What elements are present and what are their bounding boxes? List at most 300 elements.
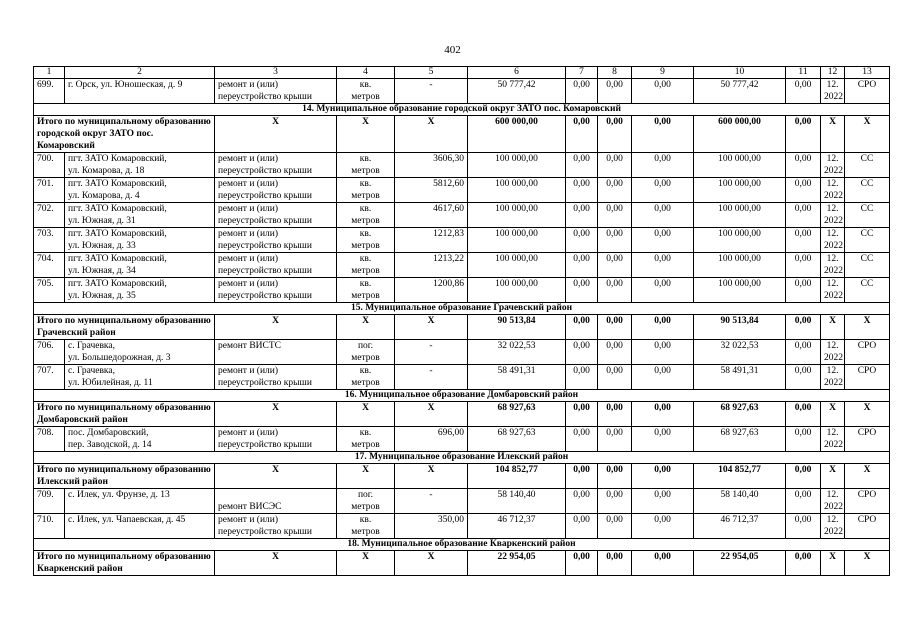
fund-method-cell: СРО [845,427,890,452]
column-number: 9 [632,67,694,79]
work-type-cell-line: ремонт и (или) [218,254,279,264]
address-cell [65,203,215,228]
quantity-cell: 1213,22 [395,253,468,278]
total-cost-cell: 100 000,00 [468,253,566,278]
deadline-cell-line: 12. [826,490,839,500]
col11-cell: 0,00 [786,365,821,390]
subtotal-col9: 0,00 [632,551,694,576]
subtotal-col7: 0,00 [566,402,598,427]
row-number: 704. [34,253,65,278]
subtotal-total-cost: 104 852,77 [468,464,566,489]
deadline-cell [821,340,845,365]
unit-cell-line: кв. [359,515,372,525]
col8-cell: 0,00 [598,153,632,178]
col10-cell: 100 000,00 [694,278,786,303]
col10-cell: 68 927,63 [694,427,786,452]
address-cell-line: пгт. ЗАТО Комаровский, [68,229,167,239]
col7-cell: 0,00 [566,340,598,365]
work-type-cell [215,253,337,278]
subtotal-col7: 0,00 [566,464,598,489]
deadline-cell [821,427,845,452]
col10-cell: 58 140,40 [694,489,786,514]
subtotal-col3: Х [215,402,337,427]
address-cell-line [68,526,211,538]
quantity-cell: 350,00 [395,514,468,539]
row-number: 708. [34,427,65,452]
subtotal-col11: 0,00 [786,116,821,153]
work-type-cell-line: ремонт и (или) [218,179,279,189]
column-number: 10 [694,67,786,79]
work-type-cell-line: переустройство крыши [218,241,312,251]
unit-cell-line: кв. [359,229,372,239]
work-type-cell-line: ремонт и (или) [218,204,279,214]
col7-cell: 0,00 [566,489,598,514]
subtotal-col3: Х [215,551,337,576]
row-number: 700. [34,153,65,178]
subtotal-col4: Х [337,315,395,340]
subtotal-col12: Х [821,315,845,340]
subtotal-label: Итого по муниципальному образованию Домбаровский район [34,402,215,427]
unit-cell [337,365,395,390]
column-number: 11 [786,67,821,79]
table-body [34,67,890,576]
col9-cell: 0,00 [632,79,694,104]
work-type-cell-line: переустройство крыши [218,216,312,226]
deadline-cell [821,253,845,278]
subtotal-col7: 0,00 [566,551,598,576]
unit-cell [337,278,395,303]
subtotal-row [34,402,890,427]
column-number: 8 [598,67,632,79]
col8-cell: 0,00 [598,253,632,278]
address-cell-line [68,501,211,513]
subtotal-col13: Х [845,464,890,489]
deadline-cell-line: 2022 [824,291,843,301]
address-cell [65,253,215,278]
subtotal-total-cost: 90 513,84 [468,315,566,340]
work-type-cell-line [218,352,333,364]
unit-cell-line: кв. [359,204,372,214]
address-cell-line: ул. Южная, д. 34 [68,266,136,276]
address-cell [65,79,215,104]
col10-cell: 50 777,42 [694,79,786,104]
unit-cell-line: метров [351,378,380,388]
deadline-cell [821,203,845,228]
subtotal-col13: Х [845,551,890,576]
deadline-cell [821,228,845,253]
col9-cell: 0,00 [632,514,694,539]
address-cell [65,365,215,390]
row-number: 701. [34,178,65,203]
subtotal-row [34,464,890,489]
unit-cell [337,340,395,365]
unit-cell-line: кв. [359,80,372,90]
unit-cell-line: кв. [359,154,372,164]
total-cost-cell: 100 000,00 [468,153,566,178]
total-cost-cell: 46 712,37 [468,514,566,539]
fund-method-cell: СС [845,178,890,203]
unit-cell-line: метров [351,216,380,226]
address-cell-line: с. Грачевка, [68,341,115,351]
col11-cell: 0,00 [786,253,821,278]
column-number: 4 [337,67,395,79]
work-type-cell-line: ремонт и (или) [218,80,279,90]
deadline-cell [821,153,845,178]
address-cell-line: ул. Комарова, д. 4 [68,191,140,201]
address-cell-line: пгт. ЗАТО Комаровский, [68,254,167,264]
deadline-cell-line: 2022 [824,266,843,276]
fund-method-cell: СС [845,278,890,303]
column-number: 12 [821,67,845,79]
subtotal-col8: 0,00 [598,402,632,427]
subtotal-col4: Х [337,464,395,489]
deadline-cell [821,79,845,104]
unit-cell-line: кв. [359,254,372,264]
address-cell-line: ул. Южная, д. 33 [68,241,136,251]
address-cell-line: ул. Юбилейная, д. 11 [68,378,153,388]
col8-cell: 0,00 [598,514,632,539]
address-cell-line: с. Грачевка, [68,366,115,376]
page-number: 402 [444,44,461,56]
quantity-cell: 3606,30 [395,153,468,178]
work-type-cell-line [218,489,333,501]
col9-cell: 0,00 [632,203,694,228]
subtotal-row [34,116,890,153]
column-number: 6 [468,67,566,79]
fund-method-cell: СС [845,203,890,228]
address-cell [65,153,215,178]
deadline-cell [821,365,845,390]
unit-cell-line: кв. [359,428,372,438]
col7-cell: 0,00 [566,278,598,303]
deadline-cell [821,278,845,303]
col8-cell: 0,00 [598,489,632,514]
col9-cell: 0,00 [632,365,694,390]
quantity-cell: 1200,86 [395,278,468,303]
subtotal-col4: Х [337,116,395,153]
unit-cell-line: кв. [359,366,372,376]
subtotal-col7: 0,00 [566,116,598,153]
subtotal-col10: 68 927,63 [694,402,786,427]
column-number: 2 [65,67,215,79]
col9-cell: 0,00 [632,153,694,178]
total-cost-cell: 100 000,00 [468,178,566,203]
subtotal-col13: Х [845,402,890,427]
address-cell [65,514,215,539]
subtotal-col5: Х [395,464,468,489]
deadline-cell-line: 2022 [824,92,843,102]
address-cell [65,278,215,303]
subtotal-label: Итого по муниципальному образованию городской округ ЗАТО пос. Комаровский [34,116,215,153]
col8-cell: 0,00 [598,228,632,253]
deadline-cell-line: 2022 [824,353,843,363]
col9-cell: 0,00 [632,178,694,203]
section-title: 15. Муниципальное образование Грачевский район [34,303,890,315]
deadline-cell-line: 12. [826,515,839,525]
deadline-cell-line: 2022 [824,378,843,388]
unit-cell [337,153,395,178]
subtotal-col13: Х [845,315,890,340]
work-type-cell-line: переустройство крыши [218,291,312,301]
unit-cell-line: метров [351,291,380,301]
subtotal-col11: 0,00 [786,464,821,489]
work-type-cell [215,79,337,104]
total-cost-cell: 50 777,42 [468,79,566,104]
col7-cell: 0,00 [566,514,598,539]
address-cell-line: пер. Заводской, д. 14 [68,440,152,450]
table-row [34,203,890,228]
row-number: 706. [34,340,65,365]
column-number: 13 [845,67,890,79]
work-type-cell [215,340,337,365]
unit-cell [337,203,395,228]
quantity-cell: 696,00 [395,427,468,452]
col11-cell: 0,00 [786,178,821,203]
table-row [34,278,890,303]
subtotal-col11: 0,00 [786,402,821,427]
subtotal-total-cost: 600 000,00 [468,116,566,153]
deadline-cell-line: 12. [826,179,839,189]
address-cell [65,340,215,365]
table-row [34,178,890,203]
subtotal-col4: Х [337,402,395,427]
address-cell-line [68,91,211,103]
row-number: 702. [34,203,65,228]
work-type-cell [215,489,337,514]
subtotal-col7: 0,00 [566,315,598,340]
section-title: 16. Муниципальное образование Домбаровский район [34,390,890,402]
subtotal-col9: 0,00 [632,116,694,153]
col9-cell: 0,00 [632,228,694,253]
col8-cell: 0,00 [598,79,632,104]
work-type-cell-line: ремонт и (или) [218,515,279,525]
deadline-cell-line: 12. [826,279,839,289]
total-cost-cell: 32 022,53 [468,340,566,365]
subtotal-total-cost: 22 954,05 [468,551,566,576]
unit-cell-line: метров [351,440,380,450]
row-number: 709. [34,489,65,514]
address-cell-line: ул. Южная, д. 35 [68,291,136,301]
address-cell-line: пгт. ЗАТО Комаровский, [68,179,167,189]
deadline-cell-line: 12. [826,341,839,351]
column-number: 7 [566,67,598,79]
section-heading-row [34,390,890,402]
unit-cell [337,514,395,539]
table-row [34,228,890,253]
unit-cell-line: метров [351,502,380,512]
total-cost-cell: 68 927,63 [468,427,566,452]
col8-cell: 0,00 [598,340,632,365]
subtotal-col11: 0,00 [786,315,821,340]
subtotal-label: Итого по муниципальному образованию Грачевский район [34,315,215,340]
subtotal-col9: 0,00 [632,315,694,340]
fund-method-cell: СС [845,228,890,253]
work-type-cell-line: переустройство крыши [218,527,312,537]
quantity-cell: - [395,340,468,365]
col7-cell: 0,00 [566,178,598,203]
work-type-cell [215,178,337,203]
deadline-cell [821,514,845,539]
quantity-cell: 5812,60 [395,178,468,203]
deadline-cell-line: 2022 [824,216,843,226]
col11-cell: 0,00 [786,514,821,539]
col9-cell: 0,00 [632,489,694,514]
subtotal-col5: Х [395,551,468,576]
subtotal-col3: Х [215,315,337,340]
address-cell-line: с. Илек, ул. Чапаевская, д. 45 [68,515,186,525]
unit-cell-line: метров [351,527,380,537]
col11-cell: 0,00 [786,340,821,365]
quantity-cell: - [395,365,468,390]
section-heading-row [34,452,890,464]
work-type-cell [215,514,337,539]
work-type-cell [215,278,337,303]
deadline-cell-line: 2022 [824,166,843,176]
deadline-cell [821,489,845,514]
unit-cell-line: метров [351,241,380,251]
col9-cell: 0,00 [632,427,694,452]
fund-method-cell: СС [845,153,890,178]
col10-cell: 58 491,31 [694,365,786,390]
address-cell [65,489,215,514]
quantity-cell: - [395,489,468,514]
deadline-cell-line: 12. [826,366,839,376]
work-type-cell [215,228,337,253]
work-type-cell [215,153,337,178]
deadline-cell-line: 12. [826,80,839,90]
deadline-cell-line: 2022 [824,502,843,512]
section-title: 17. Муниципальное образование Илекский район [34,452,890,464]
unit-cell [337,427,395,452]
deadline-cell-line: 12. [826,154,839,164]
table-row [34,340,890,365]
work-type-cell-line: переустройство крыши [218,92,312,102]
work-type-cell-line: переустройство крыши [218,266,312,276]
col10-cell: 100 000,00 [694,153,786,178]
subtotal-col8: 0,00 [598,116,632,153]
col9-cell: 0,00 [632,340,694,365]
work-type-cell [215,203,337,228]
unit-cell-line: метров [351,353,380,363]
col10-cell: 100 000,00 [694,253,786,278]
subtotal-col11: 0,00 [786,551,821,576]
fund-method-cell: СРО [845,365,890,390]
deadline-cell-line: 2022 [824,440,843,450]
total-cost-cell: 100 000,00 [468,278,566,303]
fund-method-cell: СС [845,253,890,278]
subtotal-col5: Х [395,315,468,340]
col11-cell: 0,00 [786,228,821,253]
col11-cell: 0,00 [786,153,821,178]
subtotal-label: Итого по муниципальному образованию Илекский район [34,464,215,489]
subtotal-col12: Х [821,116,845,153]
col8-cell: 0,00 [598,365,632,390]
work-type-cell-line: ремонт и (или) [218,428,279,438]
col9-cell: 0,00 [632,253,694,278]
subtotal-col9: 0,00 [632,464,694,489]
subtotal-col8: 0,00 [598,315,632,340]
address-cell-line: пгт. ЗАТО Комаровский, [68,279,167,289]
unit-cell-line: метров [351,92,380,102]
subtotal-col8: 0,00 [598,551,632,576]
address-cell [65,178,215,203]
subtotal-col3: Х [215,116,337,153]
address-cell [65,427,215,452]
col10-cell: 100 000,00 [694,228,786,253]
subtotal-col4: Х [337,551,395,576]
row-number: 699. [34,79,65,104]
subtotal-col13: Х [845,116,890,153]
fund-method-cell: СРО [845,79,890,104]
address-cell-line: ул. Комарова, д. 18 [68,166,145,176]
column-number: 3 [215,67,337,79]
subtotal-col12: Х [821,464,845,489]
subtotal-col9: 0,00 [632,402,694,427]
deadline-cell-line: 12. [826,229,839,239]
table-row [34,153,890,178]
table-row [34,253,890,278]
unit-cell-line: метров [351,191,380,201]
col11-cell: 0,00 [786,278,821,303]
col11-cell: 0,00 [786,427,821,452]
column-number: 5 [395,67,468,79]
col7-cell: 0,00 [566,365,598,390]
col10-cell: 100 000,00 [694,203,786,228]
unit-cell-line: пог. [357,490,374,500]
subtotal-col10: 104 852,77 [694,464,786,489]
address-cell-line: ул. Большедорожная, д. 3 [68,353,171,363]
deadline-cell-line: 12. [826,254,839,264]
col10-cell: 100 000,00 [694,178,786,203]
work-type-cell-line: ремонт и (или) [218,154,279,164]
col11-cell: 0,00 [786,203,821,228]
col8-cell: 0,00 [598,278,632,303]
section-title: 18. Муниципальное образование Кваркенский район [34,539,890,551]
column-number-row [34,67,890,79]
col8-cell: 0,00 [598,427,632,452]
total-cost-cell: 100 000,00 [468,228,566,253]
total-cost-cell: 58 491,31 [468,365,566,390]
work-type-cell-line: ремонт ВИСТС [218,341,282,351]
deadline-cell-line: 12. [826,428,839,438]
subtotal-col8: 0,00 [598,464,632,489]
row-number: 710. [34,514,65,539]
table-row [34,427,890,452]
subtotal-row [34,315,890,340]
quantity-cell: - [395,79,468,104]
subtotal-col10: 600 000,00 [694,116,786,153]
subtotal-col3: Х [215,464,337,489]
address-cell-line: пгт. ЗАТО Комаровский, [68,204,167,214]
section-heading-row [34,539,890,551]
unit-cell [337,178,395,203]
subtotal-label: Итого по муниципальному образованию Кваркенский район [34,551,215,576]
subtotal-col5: Х [395,402,468,427]
unit-cell [337,79,395,104]
unit-cell-line: кв. [359,279,372,289]
unit-cell-line: пог. [357,341,374,351]
column-number: 1 [34,67,65,79]
table-row [34,514,890,539]
col11-cell: 0,00 [786,79,821,104]
col7-cell: 0,00 [566,228,598,253]
work-type-cell-line: переустройство крыши [218,166,312,176]
col8-cell: 0,00 [598,203,632,228]
section-heading-row [34,104,890,116]
col10-cell: 32 022,53 [694,340,786,365]
repair-schedule-table [33,66,890,576]
col8-cell: 0,00 [598,178,632,203]
